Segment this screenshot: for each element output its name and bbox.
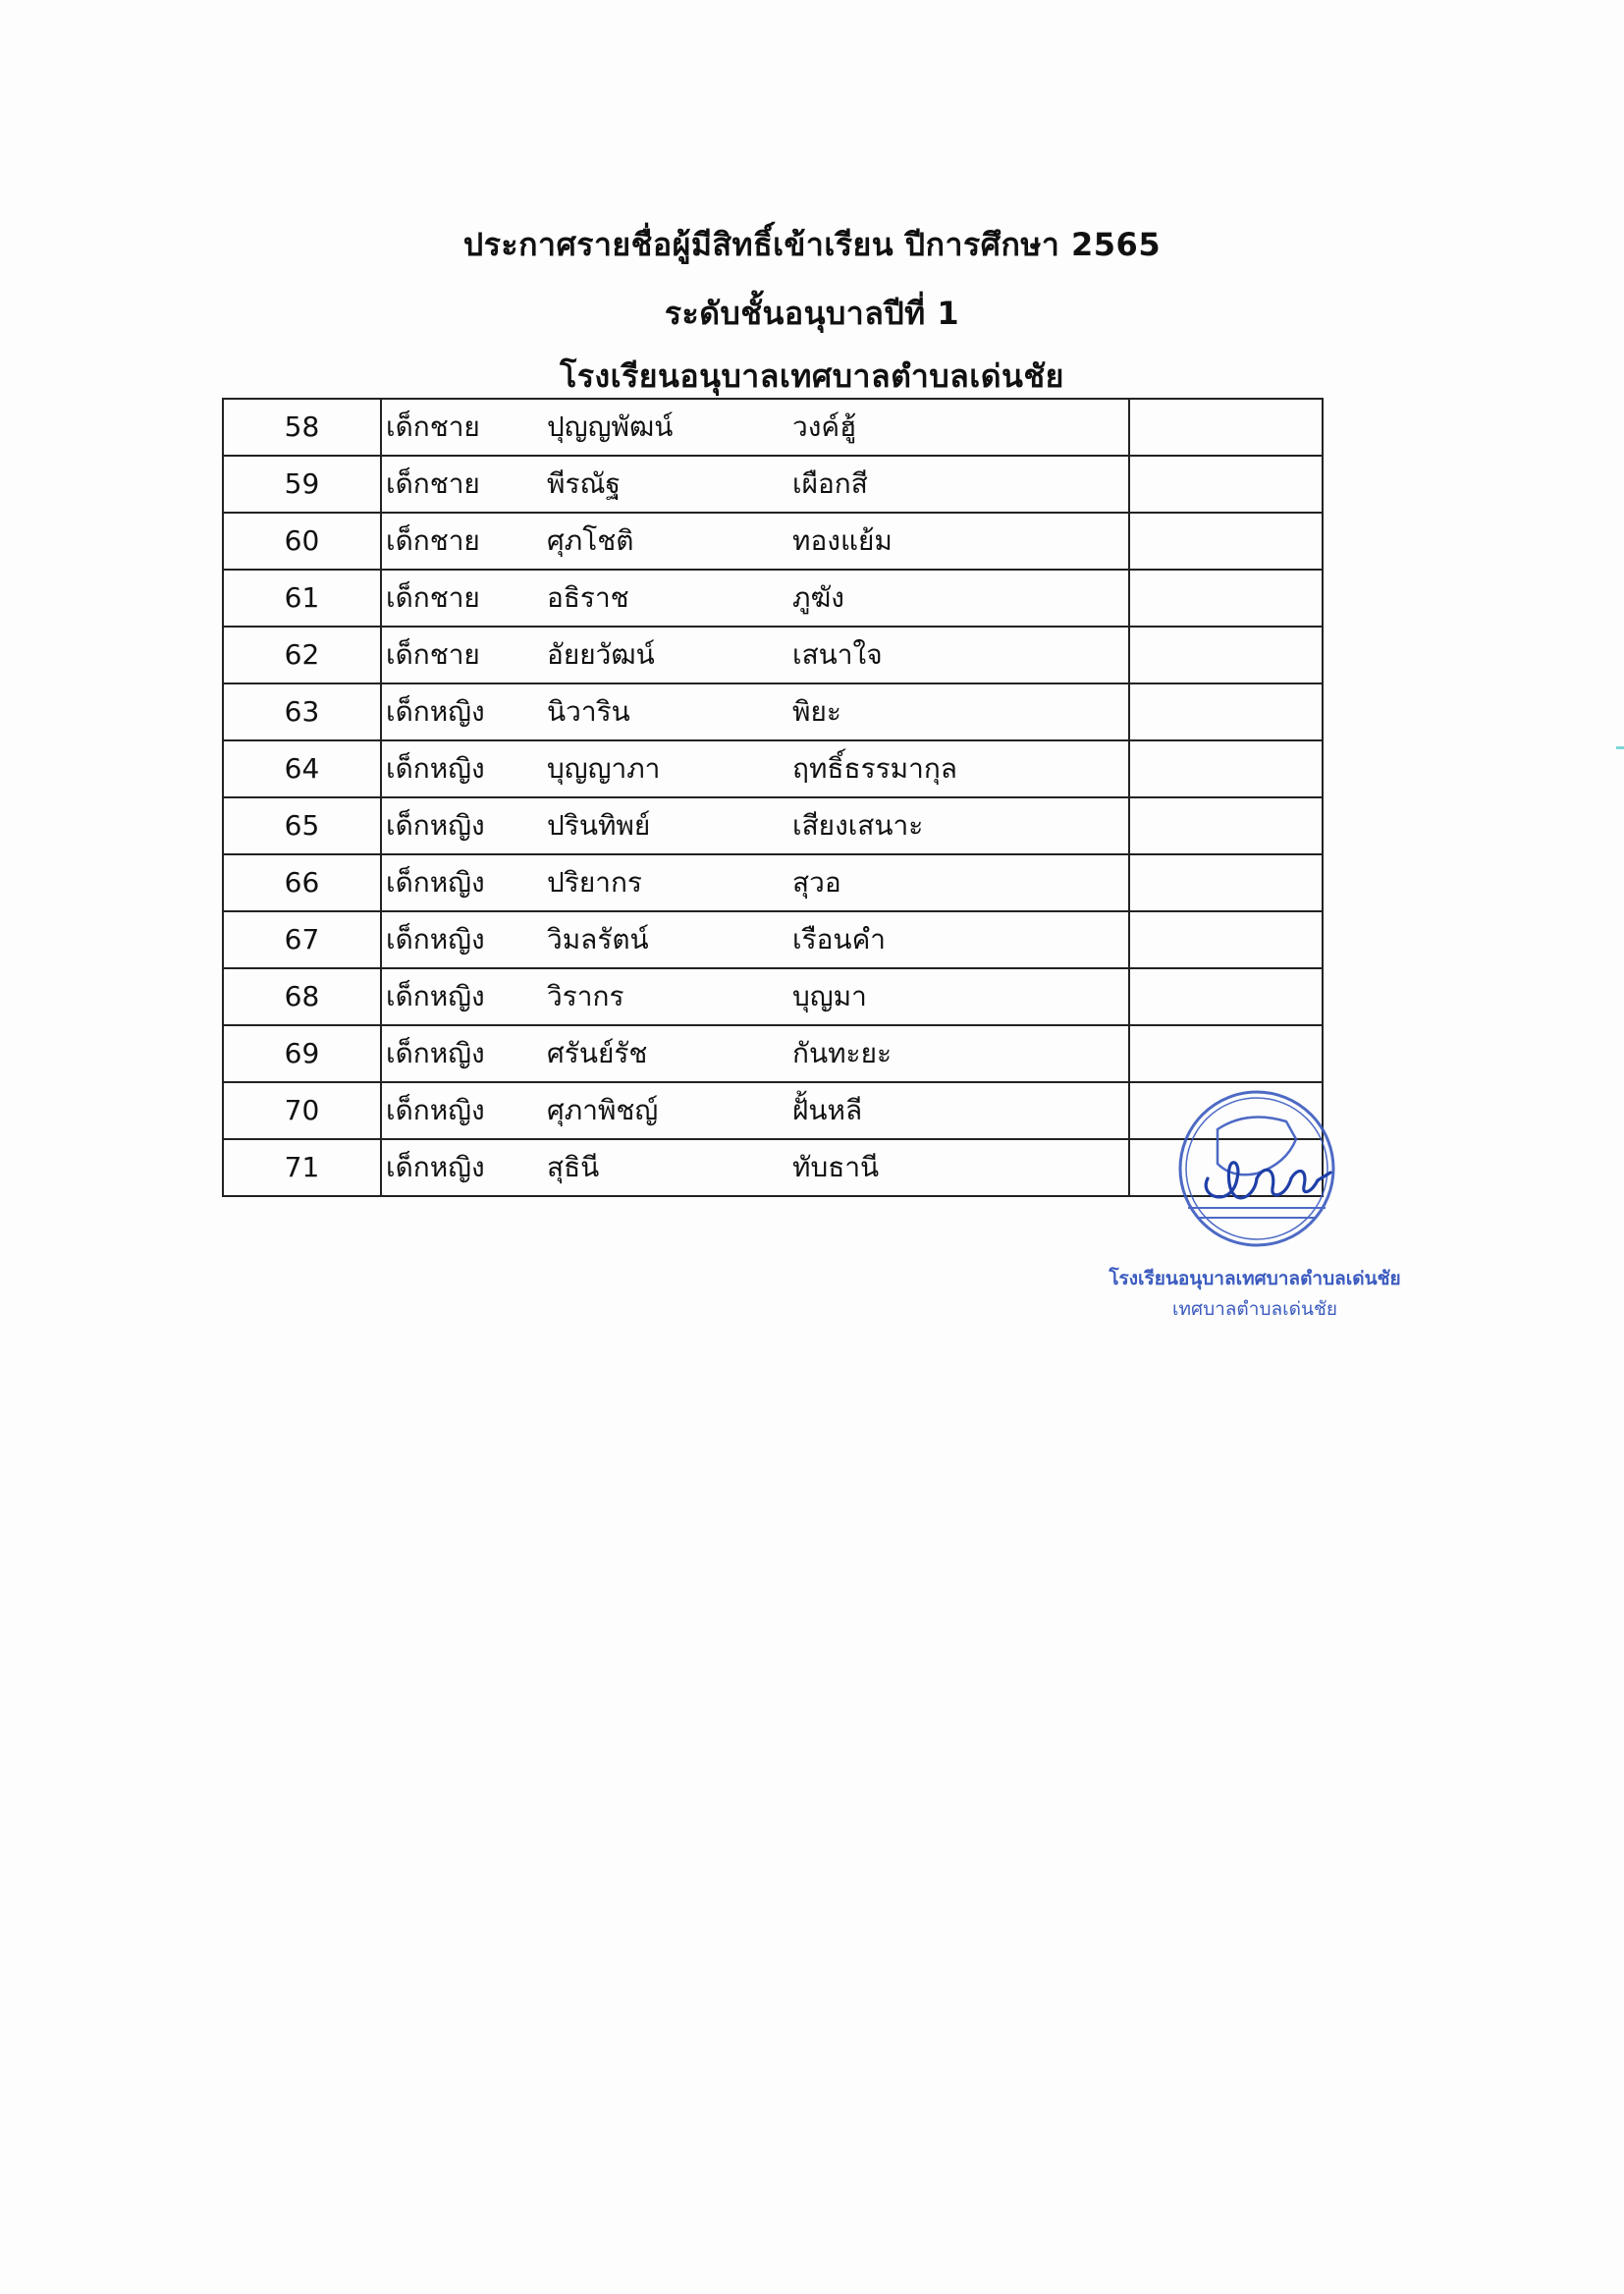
row-number: 59: [223, 456, 381, 513]
student-first-name: ปุญญพัฒน์: [547, 399, 792, 456]
remark-cell: [1129, 683, 1323, 740]
student-title: เด็กชาย: [381, 456, 547, 513]
student-title: เด็กชาย: [381, 627, 547, 683]
school-name-heading: โรงเรียนอนุบาลเทศบาลตำบลเด่นชัย: [560, 357, 1064, 395]
table-row: [223, 968, 1323, 1025]
table-row: [223, 911, 1323, 968]
table-row: [223, 399, 1323, 456]
row-number: 61: [223, 570, 381, 627]
student-title: เด็กหญิง: [381, 740, 547, 797]
student-first-name: ปรินทิพย์: [547, 797, 792, 854]
student-last-name: พิยะ: [792, 683, 1129, 740]
student-first-name: ปริยากร: [547, 854, 792, 911]
table-row: [223, 570, 1323, 627]
student-last-name: เสนาใจ: [792, 627, 1129, 683]
row-number: 68: [223, 968, 381, 1025]
official-seal-stamp: [1139, 1070, 1375, 1267]
grade-level-heading: ระดับชั้นอนุบาลปีที่ 1: [664, 295, 960, 332]
table-row: [223, 456, 1323, 513]
student-last-name: ภูฆัง: [792, 570, 1129, 627]
student-first-name: นิวาริน: [547, 683, 792, 740]
seal-outer-ring: [1180, 1092, 1333, 1245]
row-number: 62: [223, 627, 381, 683]
student-title: เด็กหญิง: [381, 1139, 547, 1196]
student-title: เด็กหญิง: [381, 1082, 547, 1139]
row-number: 64: [223, 740, 381, 797]
student-last-name: ทับธานี: [792, 1139, 1129, 1196]
remark-cell: [1129, 456, 1323, 513]
table-row: [223, 627, 1323, 683]
table-row: [223, 513, 1323, 570]
row-number: 58: [223, 399, 381, 456]
remark-cell: [1129, 570, 1323, 627]
remark-cell: [1129, 399, 1323, 456]
remark-cell: [1129, 513, 1323, 570]
student-first-name: อัยยวัฒน์: [547, 627, 792, 683]
student-first-name: สุธินี: [547, 1139, 792, 1196]
student-first-name: ศุภโชติ: [547, 513, 792, 570]
student-last-name: เผือกสี: [792, 456, 1129, 513]
table-row: [223, 854, 1323, 911]
remark-cell: [1129, 968, 1323, 1025]
seal-base-lines: [1188, 1208, 1326, 1218]
seal-caption-school: โรงเรียนอนุบาลเทศบาลตำบลเด่นชัย: [1109, 1268, 1401, 1289]
row-number: 67: [223, 911, 381, 968]
student-title: เด็กหญิง: [381, 1025, 547, 1082]
table-row: [223, 797, 1323, 854]
student-last-name: ทองแย้ม: [792, 513, 1129, 570]
remark-cell: [1129, 854, 1323, 911]
row-number: 69: [223, 1025, 381, 1082]
student-last-name: กันทะยะ: [792, 1025, 1129, 1082]
student-title: เด็กหญิง: [381, 854, 547, 911]
student-title: เด็กชาย: [381, 513, 547, 570]
scan-artifact: [1616, 746, 1624, 749]
student-last-name: ฝั้นหลี: [792, 1082, 1129, 1139]
student-last-name: บุญมา: [792, 968, 1129, 1025]
student-title: เด็กหญิง: [381, 968, 547, 1025]
student-title: เด็กหญิง: [381, 797, 547, 854]
remark-cell: [1129, 797, 1323, 854]
student-title: เด็กหญิง: [381, 683, 547, 740]
table-row: [223, 683, 1323, 740]
remark-cell: [1129, 627, 1323, 683]
row-number: 60: [223, 513, 381, 570]
student-first-name: ศุภาพิชญ์: [547, 1082, 792, 1139]
student-title: เด็กชาย: [381, 570, 547, 627]
student-first-name: บุญญาภา: [547, 740, 792, 797]
student-last-name: วงค์ฮู้: [792, 399, 1129, 456]
row-number: 71: [223, 1139, 381, 1196]
row-number: 65: [223, 797, 381, 854]
student-title: เด็กชาย: [381, 399, 547, 456]
student-last-name: เสียงเสนาะ: [792, 797, 1129, 854]
student-first-name: วิมลรัตน์: [547, 911, 792, 968]
student-last-name: เรือนคำ: [792, 911, 1129, 968]
student-first-name: ศรันย์รัช: [547, 1025, 792, 1082]
row-number: 70: [223, 1082, 381, 1139]
student-first-name: พีรณัฐ: [547, 456, 792, 513]
student-title: เด็กหญิง: [381, 911, 547, 968]
table-row: [223, 740, 1323, 797]
announcement-title: ประกาศรายชื่อผู้มีสิทธิ์เข้าเรียน ปีการศึกษา 2565: [462, 226, 1162, 263]
remark-cell: [1129, 740, 1323, 797]
seal-caption-municipality: เทศบาลตำบลเด่นชัย: [1171, 1298, 1337, 1320]
student-last-name: ฤทธิ์ธรรมากุล: [792, 740, 1129, 797]
row-number: 66: [223, 854, 381, 911]
row-number: 63: [223, 683, 381, 740]
student-first-name: อธิราช: [547, 570, 792, 627]
student-first-name: วิรากร: [547, 968, 792, 1025]
student-last-name: สุวอ: [792, 854, 1129, 911]
remark-cell: [1129, 911, 1323, 968]
